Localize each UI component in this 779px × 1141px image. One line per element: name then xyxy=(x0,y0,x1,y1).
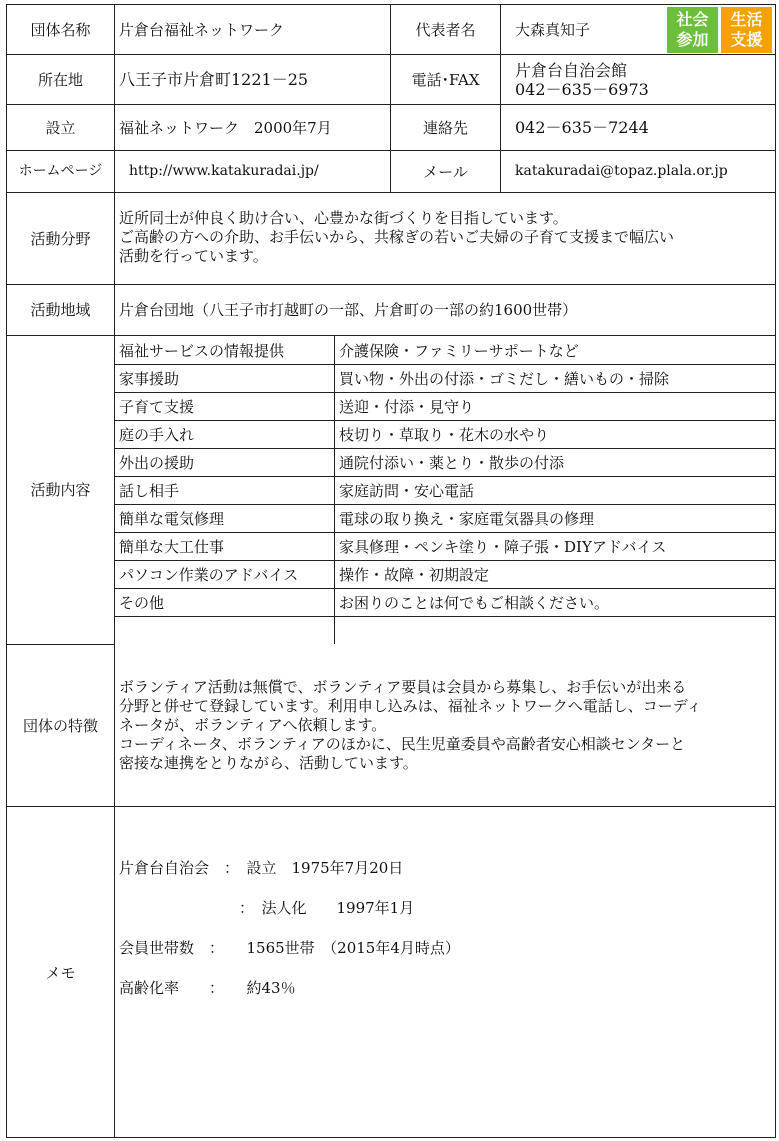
mail-label: メール xyxy=(391,151,501,193)
activity-row xyxy=(115,336,775,365)
memo-line: 会員世帯数 ： 1565世帯 （2015年4月時点） xyxy=(119,939,460,957)
memo-label: メモ xyxy=(7,807,115,1138)
activity-row xyxy=(115,532,775,561)
life-support-badge: 生活 支援 xyxy=(721,7,772,53)
activity-row xyxy=(115,504,775,533)
activities-table xyxy=(115,336,775,644)
contact-value: 042－635－7244 xyxy=(501,105,775,151)
activity-row xyxy=(115,560,775,589)
activity-name: 家事援助 xyxy=(115,364,335,392)
founded-value: 福祉ネットワーク 2000年7月 xyxy=(115,105,391,151)
memo-line: 片倉台自治会 ： 設立 1975年7月20日 xyxy=(119,859,404,877)
field-line: 近所同士が仲良く助け合い、心豊かな街づくりを目指しています。 xyxy=(119,209,568,227)
activity-detail: 送迎・付添・見守り xyxy=(339,397,475,416)
activity-name: 子育て支援 xyxy=(115,392,335,420)
activity-detail: 介護保険・ファミリーサポートなど xyxy=(339,341,579,360)
features-line: ボランティア活動は無償で、ボランティア要員は会員から募集し、お手伝いが出来る xyxy=(119,678,687,696)
features-label: 団体の特徴 xyxy=(7,645,115,807)
representative-label: 代表者名 xyxy=(391,5,501,55)
activity-area-label: 活動地域 xyxy=(7,285,115,336)
activity-detail: 家具修理・ペンキ塗り・障子張・DIYアドバイス xyxy=(339,537,667,556)
features-text xyxy=(115,645,775,807)
activity-row xyxy=(115,588,775,617)
phone-fax-value xyxy=(501,55,775,105)
features-line: 分野と併せて登録しています。利用申し込みは、福祉ネットワークへ電話し、コーディ xyxy=(119,697,702,715)
activity-name: 簡単な電気修理 xyxy=(115,504,335,532)
activity-detail: 家庭訪問・安心電話 xyxy=(339,481,475,500)
field-line: ご高齢の方への介助、お手伝いから、共稼ぎの若いご夫婦の子育て支援まで幅広い xyxy=(119,228,675,246)
phone-place: 片倉台自治会館 xyxy=(515,61,628,80)
activity-field-label: 活動分野 xyxy=(7,193,115,285)
features-line: 密接な連携をとりながら、活動しています。 xyxy=(119,754,418,772)
activity-row xyxy=(115,420,775,449)
features-line: コーディネータ、ボランティアのほかに、民生児童委員や高齢者安心相談センターと xyxy=(119,735,686,753)
activity-row xyxy=(115,448,775,477)
mail-link[interactable]: katakuradai@topaz.plala.or.jp xyxy=(501,151,775,193)
representative-name: 大森真知子 xyxy=(501,5,775,55)
activity-row xyxy=(115,364,775,393)
homepage-label: ホームページ xyxy=(7,151,115,193)
homepage-link[interactable]: http://www.katakuradai.jp/ xyxy=(115,151,391,193)
activity-row xyxy=(115,616,775,644)
memo-line: 高齢化率 ： 約43％ xyxy=(119,979,296,997)
activity-name: 話し相手 xyxy=(115,476,335,504)
address-label: 所在地 xyxy=(7,55,115,105)
phone-number: 042－635－6973 xyxy=(515,80,649,99)
activity-name: その他 xyxy=(115,588,335,616)
memo-line: ： 法人化 1997年1月 xyxy=(119,899,415,917)
activity-detail: お困りのことは何でもご相談ください。 xyxy=(339,593,610,612)
field-line: 活動を行っています。 xyxy=(119,247,268,265)
address-value: 八王子市片倉町1221－25 xyxy=(115,55,391,105)
org-profile-sheet xyxy=(6,4,776,1138)
activity-name: 外出の援助 xyxy=(115,448,335,476)
activity-detail: 操作・故障・初期設定 xyxy=(339,565,490,584)
activity-detail: 買い物・外出の付添・ゴミだし・繕いもの・掃除 xyxy=(339,369,670,388)
memo-text xyxy=(115,807,775,1138)
activity-name: パソコン作業のアドバイス xyxy=(115,560,335,588)
org-name: 片倉台福祉ネットワーク xyxy=(115,5,391,55)
activity-row xyxy=(115,476,775,505)
activity-name: 簡単な大工仕事 xyxy=(115,532,335,560)
contact-label: 連絡先 xyxy=(391,105,501,151)
features-line: ネータが、ボランティアへ依頼します。 xyxy=(119,716,387,734)
activity-name xyxy=(115,616,335,644)
activity-detail xyxy=(335,616,775,644)
activity-field-text xyxy=(115,193,775,285)
activity-row xyxy=(115,392,775,421)
activity-detail: 枝切り・草取り・花木の水やり xyxy=(339,425,550,444)
founded-label: 設立 xyxy=(7,105,115,151)
activity-name: 庭の手入れ xyxy=(115,420,335,448)
activity-detail: 電球の取り換え・家庭電気器具の修理 xyxy=(339,509,595,528)
activities-label: 活動内容 xyxy=(7,336,115,645)
phone-fax-label: 電話･FAX xyxy=(391,55,501,105)
activity-area-text: 片倉台団地（八王子市打越町の一部、片倉町の一部の約1600世帯） xyxy=(115,285,775,336)
org-name-label: 団体名称 xyxy=(7,5,115,55)
activity-detail: 通院付添い・薬とり・散歩の付添 xyxy=(339,453,565,472)
social-participation-badge: 社会 参加 xyxy=(667,7,718,53)
activity-name: 福祉サービスの情報提供 xyxy=(115,336,335,364)
